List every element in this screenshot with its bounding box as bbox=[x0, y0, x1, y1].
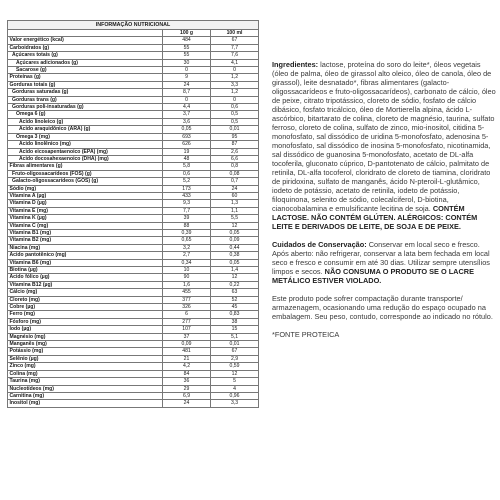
value-per-100g: 5,8 bbox=[163, 163, 211, 170]
value-per-100ml: 0,96 bbox=[211, 392, 259, 399]
table-row bbox=[8, 392, 259, 399]
value-per-100ml: 0,08 bbox=[211, 170, 259, 177]
value-per-100g: 0 bbox=[163, 96, 211, 103]
table-row bbox=[8, 207, 259, 214]
value-per-100ml: 60 bbox=[211, 192, 259, 199]
nutrient-label: Ômega 6 (g) bbox=[8, 111, 163, 118]
table-row bbox=[8, 133, 259, 140]
value-per-100ml: 3,3 bbox=[211, 81, 259, 88]
value-per-100g: 6 bbox=[163, 311, 211, 318]
value-per-100g: 84 bbox=[163, 370, 211, 377]
nutrient-label: Ácido eicosapentaenoico (EPA) (mg) bbox=[8, 148, 163, 155]
value-per-100ml: 12 bbox=[211, 370, 259, 377]
table-row bbox=[8, 185, 259, 192]
table-row bbox=[8, 318, 259, 325]
nutrient-label: Colina (mg) bbox=[8, 370, 163, 377]
value-per-100ml: 67 bbox=[211, 37, 259, 44]
value-per-100g: 173 bbox=[163, 185, 211, 192]
value-per-100ml: 6,6 bbox=[211, 155, 259, 162]
value-per-100g: 626 bbox=[163, 141, 211, 148]
table-row bbox=[8, 370, 259, 377]
ingredients-heading: Ingredientes: bbox=[272, 60, 319, 69]
table-row bbox=[8, 355, 259, 362]
nutrient-label: Ácido docosahexaenoico (DHA) (mg) bbox=[8, 155, 163, 162]
value-per-100ml: 67 bbox=[211, 348, 259, 355]
value-per-100g: 48 bbox=[163, 155, 211, 162]
table-row bbox=[8, 400, 259, 407]
nutrient-label: Açúcares adicionados (g) bbox=[8, 59, 163, 66]
value-per-100g: 90 bbox=[163, 274, 211, 281]
value-per-100ml: 7,6 bbox=[211, 52, 259, 59]
value-per-100ml: 3,3 bbox=[211, 400, 259, 407]
value-per-100ml: 4,1 bbox=[211, 59, 259, 66]
table-row bbox=[8, 141, 259, 148]
value-per-100ml: 1,3 bbox=[211, 200, 259, 207]
nutrient-label: Açúcares totais (g) bbox=[8, 52, 163, 59]
value-per-100ml: 7,7 bbox=[211, 44, 259, 51]
value-per-100g: 0,09 bbox=[163, 341, 211, 348]
storage-paragraph bbox=[272, 240, 496, 285]
table-row bbox=[8, 74, 259, 81]
nutrient-label: Gorduras trans (g) bbox=[8, 96, 163, 103]
value-per-100g: 88 bbox=[163, 222, 211, 229]
table-row bbox=[8, 289, 259, 296]
value-per-100ml: 1,2 bbox=[211, 74, 259, 81]
table-row bbox=[8, 37, 259, 44]
value-per-100g: 55 bbox=[163, 44, 211, 51]
value-per-100g: 0,65 bbox=[163, 237, 211, 244]
table-row bbox=[8, 126, 259, 133]
nutrient-label: Ácido linolênico (mg) bbox=[8, 141, 163, 148]
allergen-warning: CONTÉM LACTOSE. NÃO CONTÉM GLÚTEN. ALÉRGICOS: CONTÉM LEITE E DERIVADOS DE LEITE, DE SOJA E DE PEIXE. bbox=[272, 204, 478, 231]
value-per-100g: 693 bbox=[163, 133, 211, 140]
value-per-100ml: 0,59 bbox=[211, 363, 259, 370]
table-row bbox=[8, 81, 259, 88]
value-per-100g: 3,6 bbox=[163, 118, 211, 125]
nutrient-label: Manganês (mg) bbox=[8, 341, 163, 348]
value-per-100ml: 0,5 bbox=[211, 118, 259, 125]
table-row bbox=[8, 326, 259, 333]
nutrient-label: Carnitina (mg) bbox=[8, 392, 163, 399]
value-per-100g: 3,2 bbox=[163, 244, 211, 251]
nutrient-label: Ácido pantotênico (mg) bbox=[8, 252, 163, 259]
nutrient-label: Valor energético (kcal) bbox=[8, 37, 163, 44]
table-row bbox=[8, 252, 259, 259]
table-row bbox=[8, 155, 259, 162]
value-per-100ml: 1,1 bbox=[211, 207, 259, 214]
value-per-100g: 455 bbox=[163, 289, 211, 296]
nutrient-label: Ácido fólico (µg) bbox=[8, 274, 163, 281]
table-row bbox=[8, 229, 259, 236]
nutrient-label: Fruto-oligossacarídeos (FOS) (g) bbox=[8, 170, 163, 177]
value-per-100ml: 87 bbox=[211, 141, 259, 148]
value-per-100ml: 0,8 bbox=[211, 163, 259, 170]
table-row bbox=[8, 111, 259, 118]
value-per-100ml: 1,4 bbox=[211, 267, 259, 274]
value-per-100g: 377 bbox=[163, 296, 211, 303]
value-per-100ml: 52 bbox=[211, 296, 259, 303]
value-per-100g: 484 bbox=[163, 37, 211, 44]
value-per-100g: 29 bbox=[163, 385, 211, 392]
nutrient-label: Fósforo (mg) bbox=[8, 318, 163, 325]
table-row bbox=[8, 363, 259, 370]
value-per-100g: 433 bbox=[163, 192, 211, 199]
nutrient-label: Cálcio (mg) bbox=[8, 289, 163, 296]
storage-heading: Cuidados de Conservação: bbox=[272, 240, 367, 249]
nutrient-label: Vitamina B2 (mg) bbox=[8, 237, 163, 244]
table-row bbox=[8, 259, 259, 266]
nutrient-label: Sódio (mg) bbox=[8, 185, 163, 192]
value-per-100ml: 0,05 bbox=[211, 229, 259, 236]
table-title: INFORMAÇÃO NUTRICIONAL bbox=[8, 21, 259, 30]
value-per-100g: 6,9 bbox=[163, 392, 211, 399]
value-per-100ml: 0,5 bbox=[211, 111, 259, 118]
nutrient-label: Ferro (mg) bbox=[8, 311, 163, 318]
value-per-100g: 326 bbox=[163, 304, 211, 311]
table-row bbox=[8, 89, 259, 96]
nutrient-label: Ácido araquidônico (ARA) (g) bbox=[8, 126, 163, 133]
value-per-100g: 0,05 bbox=[163, 126, 211, 133]
table-row bbox=[8, 244, 259, 251]
value-per-100ml: 15 bbox=[211, 326, 259, 333]
nutrient-label: Proteínas (g) bbox=[8, 74, 163, 81]
nutrient-label: Fibras alimentares (g) bbox=[8, 163, 163, 170]
value-per-100ml: 0,38 bbox=[211, 252, 259, 259]
value-per-100ml: 0,09 bbox=[211, 237, 259, 244]
table-row bbox=[8, 341, 259, 348]
table-row bbox=[8, 348, 259, 355]
column-header-100g: 100 g bbox=[163, 30, 211, 37]
value-per-100g: 10 bbox=[163, 267, 211, 274]
nutrient-label: Gorduras saturadas (g) bbox=[8, 89, 163, 96]
nutrient-label: Magnésio (mg) bbox=[8, 333, 163, 340]
value-per-100g: 30 bbox=[163, 59, 211, 66]
nutrient-label: Cobre (µg) bbox=[8, 304, 163, 311]
nutrient-label: Vitamina D (µg) bbox=[8, 200, 163, 207]
table-row bbox=[8, 96, 259, 103]
nutrient-label: Niacina (mg) bbox=[8, 244, 163, 251]
value-per-100ml: 0,7 bbox=[211, 178, 259, 185]
table-row bbox=[8, 304, 259, 311]
value-per-100g: 0,34 bbox=[163, 259, 211, 266]
value-per-100ml: 0,6 bbox=[211, 104, 259, 111]
nutrient-label: Taurina (mg) bbox=[8, 378, 163, 385]
value-per-100ml: 24 bbox=[211, 185, 259, 192]
protein-source-footnote: *FONTE PROTEICA bbox=[272, 330, 340, 339]
table-row bbox=[8, 274, 259, 281]
value-per-100g: 9,3 bbox=[163, 200, 211, 207]
table-row bbox=[8, 67, 259, 74]
nutrient-label: Cloreto (mg) bbox=[8, 296, 163, 303]
value-per-100ml: 2,6 bbox=[211, 148, 259, 155]
table-row bbox=[8, 237, 259, 244]
value-per-100g: 21 bbox=[163, 355, 211, 362]
value-per-100ml: 12 bbox=[211, 222, 259, 229]
nutrition-facts-table bbox=[7, 20, 259, 408]
nutrient-label: Vitamina A (µg) bbox=[8, 192, 163, 199]
table-row bbox=[8, 378, 259, 385]
value-per-100g: 39 bbox=[163, 215, 211, 222]
nutrient-label: Carboidratos (g) bbox=[8, 44, 163, 51]
value-per-100ml: 5,5 bbox=[211, 215, 259, 222]
value-per-100g: 19 bbox=[163, 148, 211, 155]
table-row bbox=[8, 200, 259, 207]
value-per-100g: 9 bbox=[163, 74, 211, 81]
product-info-text bbox=[272, 60, 496, 348]
value-per-100g: 0 bbox=[163, 67, 211, 74]
column-header-100ml: 100 ml bbox=[211, 30, 259, 37]
value-per-100ml: 0,22 bbox=[211, 281, 259, 288]
table-row bbox=[8, 59, 259, 66]
value-per-100ml: 95 bbox=[211, 133, 259, 140]
value-per-100g: 24 bbox=[163, 81, 211, 88]
value-per-100g: 277 bbox=[163, 318, 211, 325]
nutrient-label: Vitamina C (mg) bbox=[8, 222, 163, 229]
value-per-100g: 4,4 bbox=[163, 104, 211, 111]
value-per-100ml: 0,44 bbox=[211, 244, 259, 251]
ingredients-paragraph bbox=[272, 60, 496, 231]
value-per-100ml: 5 bbox=[211, 378, 259, 385]
value-per-100g: 36 bbox=[163, 378, 211, 385]
value-per-100ml: 0 bbox=[211, 67, 259, 74]
value-per-100ml: 0,83 bbox=[211, 311, 259, 318]
table-row bbox=[8, 385, 259, 392]
table-row bbox=[8, 118, 259, 125]
value-per-100ml: 45 bbox=[211, 304, 259, 311]
value-per-100ml: 0,01 bbox=[211, 341, 259, 348]
nutrient-label: Selênio (µg) bbox=[8, 355, 163, 362]
table-row bbox=[8, 148, 259, 155]
value-per-100g: 37 bbox=[163, 333, 211, 340]
table-header-blank bbox=[8, 30, 163, 37]
compaction-note: Este produto pode sofrer compactação durante transporte/ armazenagem, ocasionando uma redução do espaço ocupado na embalagem. Seu peso, contudo, corresponde ao indicado no rótulo. bbox=[272, 294, 493, 321]
table-row bbox=[8, 52, 259, 59]
value-per-100g: 107 bbox=[163, 326, 211, 333]
nutrient-label: Sacarose (g) bbox=[8, 67, 163, 74]
value-per-100ml: 63 bbox=[211, 289, 259, 296]
value-per-100ml: 2,9 bbox=[211, 355, 259, 362]
ingredients-list: lactose, proteína do soro do leite*, óleos vegetais (óleo de palma, óleo de girassol alto oleico, óleo de canola, óleo de girassol), leite desnatado*, fibras alimentares (galacto-oligossacarídeos e fruto-oligossacarídeos), carbonato de cálcio, óleo de peixe, citrato tripotássico, cloreto de sódio, fosfato de cálcio dibásico, fosfato tricálcico, óleo de Mortierella alpina, ácido L-ascórbico, bitartarato de colina, cloreto de magnésio, taurina, sulfato ferroso, cloreto de colina, sulfato de zinco, mio-inositol, citidina 5-monofosfato, sal dissódico de uridina 5-monofosfato, adenosina 5-monofosfato, sal dissódico de inosina 5-monofosfato, nicotinamida, sal dissódico de guanosina 5-monofosfato, acetato de DL-alfa tocoferila, gluconato cúprico, D-pantotenato de cálcio, palmitato de retinila, DL-alfa tocoferol, cloridrato de cloreto de tiamina, cloridrato de piridoxina, sulfato de manganês, ácido N-pteroil-L-glutâmico, iodeto de potássio, acetato de retinila, iodeto de potássio, filoquinona, selenito de sódio, colecalciferol, D-biotina, cianocobalamina e emulsificante lecitina de soja. bbox=[272, 60, 496, 213]
nutrient-label: Vitamina K (µg) bbox=[8, 215, 163, 222]
value-per-100g: 481 bbox=[163, 348, 211, 355]
table-row bbox=[8, 104, 259, 111]
value-per-100g: 0,39 bbox=[163, 229, 211, 236]
value-per-100ml: 0 bbox=[211, 96, 259, 103]
table-row bbox=[8, 170, 259, 177]
nutrient-label: Biotina (µg) bbox=[8, 267, 163, 274]
value-per-100g: 5,2 bbox=[163, 178, 211, 185]
table-row bbox=[8, 192, 259, 199]
nutrient-label: Inositol (mg) bbox=[8, 400, 163, 407]
value-per-100g: 0,6 bbox=[163, 170, 211, 177]
nutrient-label: Vitamina B1 (mg) bbox=[8, 229, 163, 236]
value-per-100ml: 4 bbox=[211, 385, 259, 392]
nutrient-label: Vitamina B6 (mg) bbox=[8, 259, 163, 266]
table-row bbox=[8, 163, 259, 170]
table-row bbox=[8, 44, 259, 51]
nutrient-label: Iodo (µg) bbox=[8, 326, 163, 333]
value-per-100g: 55 bbox=[163, 52, 211, 59]
table-row bbox=[8, 281, 259, 288]
value-per-100ml: 12 bbox=[211, 274, 259, 281]
nutrient-label: Gorduras poli-insaturadas (g) bbox=[8, 104, 163, 111]
table-row bbox=[8, 215, 259, 222]
value-per-100g: 7,7 bbox=[163, 207, 211, 214]
nutrient-label: Potássio (mg) bbox=[8, 348, 163, 355]
value-per-100g: 1,6 bbox=[163, 281, 211, 288]
nutrition-table-body bbox=[8, 37, 259, 407]
nutrient-label: Gorduras totais (g) bbox=[8, 81, 163, 88]
value-per-100ml: 1,2 bbox=[211, 89, 259, 96]
value-per-100ml: 5,1 bbox=[211, 333, 259, 340]
value-per-100ml: 0,05 bbox=[211, 259, 259, 266]
nutrient-label: Zinco (mg) bbox=[8, 363, 163, 370]
table-row bbox=[8, 311, 259, 318]
value-per-100ml: 0,01 bbox=[211, 126, 259, 133]
nutrient-label: Vitamina E (mg) bbox=[8, 207, 163, 214]
table-row bbox=[8, 296, 259, 303]
nutrient-label: Galacto-oligossacarídeos (GOS) (g) bbox=[8, 178, 163, 185]
storage-instructions: Conservar em local seco e fresco. Após aberto: não refrigerar, conservar a lata bem fechada em local seco e fresco e consumir em até 30 dias. Utilizar sempre utensílios limpos e secos. bbox=[272, 240, 490, 276]
nutrient-label: Nucleotídeos (mg) bbox=[8, 385, 163, 392]
value-per-100g: 8,7 bbox=[163, 89, 211, 96]
table-row bbox=[8, 333, 259, 340]
seal-warning: NÃO CONSUMA O PRODUTO SE O LACRE METÁLICO ESTIVER VIOLADO. bbox=[272, 267, 474, 285]
nutrient-label: Vitamina B12 (µg) bbox=[8, 281, 163, 288]
table-row bbox=[8, 178, 259, 185]
nutrient-label: Ômega 3 (mg) bbox=[8, 133, 163, 140]
nutrient-label: Ácido linoleico (g) bbox=[8, 118, 163, 125]
value-per-100ml: 38 bbox=[211, 318, 259, 325]
value-per-100g: 4,2 bbox=[163, 363, 211, 370]
value-per-100g: 24 bbox=[163, 400, 211, 407]
value-per-100g: 2,7 bbox=[163, 252, 211, 259]
table-row bbox=[8, 222, 259, 229]
value-per-100g: 3,7 bbox=[163, 111, 211, 118]
table-row bbox=[8, 267, 259, 274]
